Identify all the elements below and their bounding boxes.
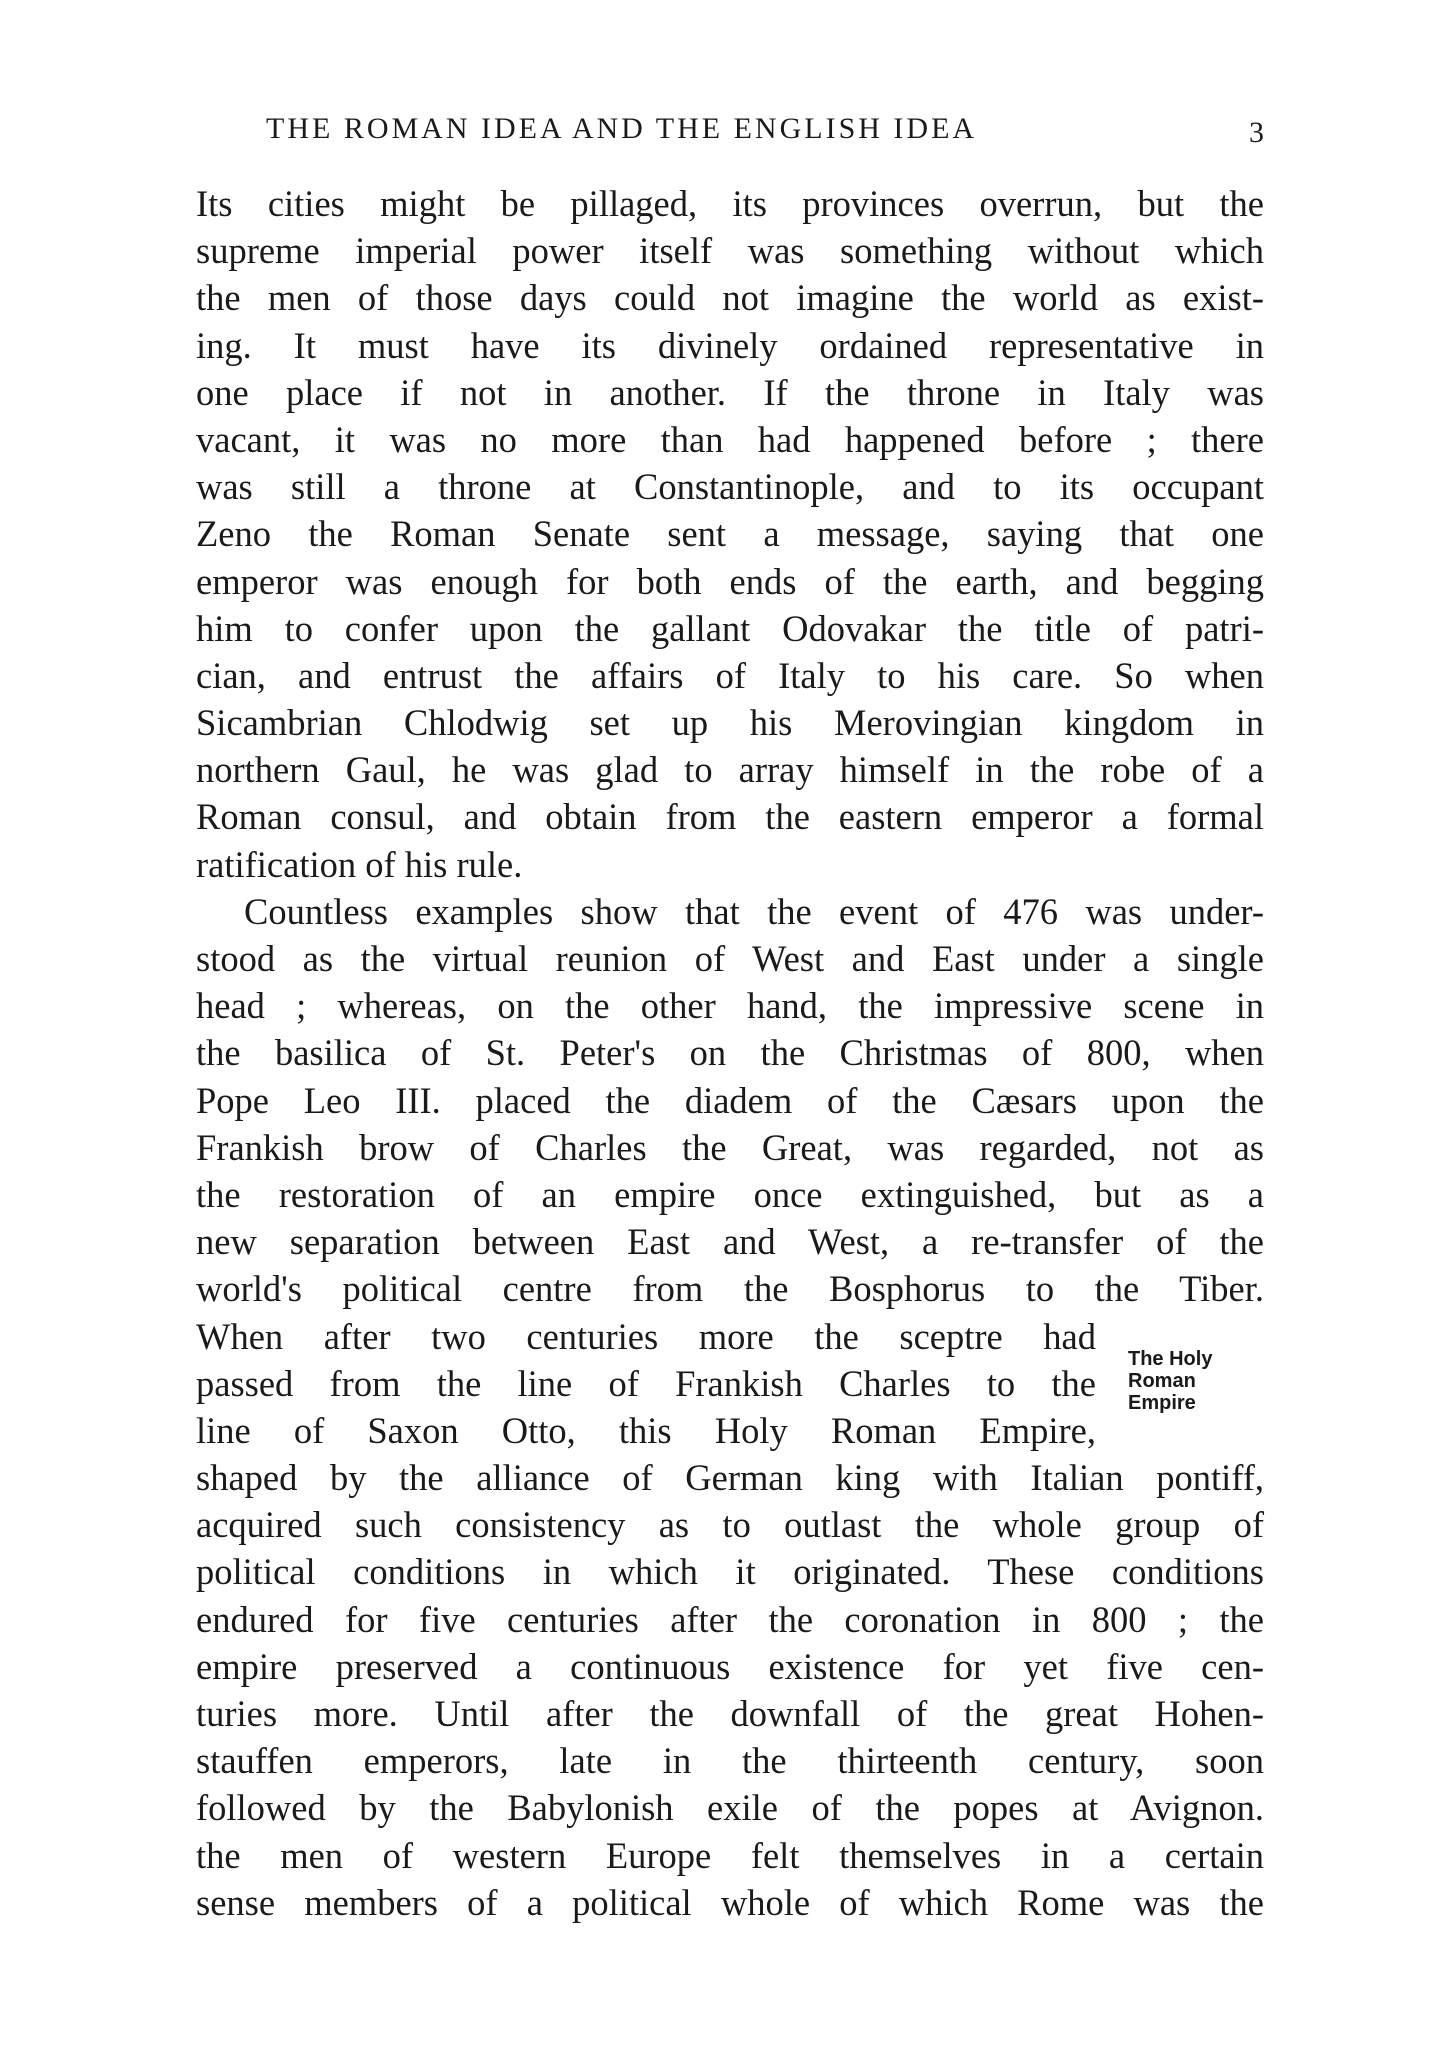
text-line: followed by the Babylonish exile of the popes at Avignon. [196,1787,1264,1829]
paragraph-first-line: Countless examples show that the event of 476 was under- [244,890,1264,932]
text-line: endured for five centuries after the coronation in 800 ; the [196,1598,1264,1640]
text-line: one place if not in another. If the throne in Italy was [196,371,1264,413]
text-line: cian, and entrust the affairs of Italy to his care. So when [196,654,1264,696]
text-line: the basilica of St. Peter's on the Christmas of 800, when [196,1032,1264,1074]
text-line: the men of those days could not imagine the world as exist- [196,277,1264,319]
text-line: world's political centre from the Bosphorus to the Tiber. [196,1268,1264,1310]
sidenote-line: Empire [1128,1392,1196,1414]
text-line: emperor was enough for both ends of the earth, and begging [196,560,1264,602]
text-line: vacant, it was no more than had happened before ; there [196,418,1264,460]
text-line: the restoration of an empire once extinguished, but as a [196,1173,1264,1215]
text-line: supreme imperial power itself was something without which [196,230,1264,272]
text-line: acquired such consistency as to outlast the whole group of [196,1504,1264,1546]
text-line: passed from the line of Frankish Charles to the [196,1362,1096,1404]
text-line: Its cities might be pillaged, its provinces overrun, but the [196,183,1264,224]
text-line: Zeno the Roman Senate sent a message, saying that one [196,513,1264,555]
text-line: ing. It must have its divinely ordained representative in [196,324,1264,366]
running-title: THE ROMAN IDEA AND THE ENGLISH IDEA [266,112,978,145]
text-line: When after two centuries more the sceptre had [196,1315,1096,1357]
text-line: head ; whereas, on the other hand, the impressive scene in [196,985,1264,1027]
text-line: shaped by the alliance of German king with Italian pontiff, [196,1457,1264,1499]
text-line: turies more. Until after the downfall of the great Hohen- [196,1693,1264,1734]
sidenote-line: The Holy [1128,1348,1213,1370]
text-line: northern Gaul, he was glad to array himself in the robe of a [196,749,1264,791]
text-line: stood as the virtual reunion of West and East under a single [196,938,1264,979]
running-head [196,112,1264,156]
text-line: him to confer upon the gallant Odovakar the title of patri- [196,607,1264,649]
text-line: ratification of his rule. [196,843,523,885]
text-line: sense members of a political whole of which Rome was the [196,1881,1264,1923]
text-line: the men of western Europe felt themselves in a certain [196,1834,1264,1876]
text-line: Sicambrian Chlodwig set up his Merovingian kingdom in [196,702,1264,744]
text-line: new separation between East and West, a re-transfer of the [196,1221,1264,1263]
text-line: line of Saxon Otto, this Holy Roman Empire, [196,1409,1096,1451]
text-line: stauffen emperors, late in the thirteenth century, soon [196,1740,1264,1782]
text-line: was still a throne at Constantinople, and to its occupant [196,466,1264,508]
text-line: political conditions in which it originated. These conditions [196,1551,1264,1593]
page-number: 3 [1249,116,1264,149]
text-line: Roman consul, and obtain from the eastern emperor a formal [196,796,1264,838]
body-text [196,180,1264,1926]
sidenote-line: Roman [1128,1370,1196,1392]
text-line: Pope Leo III. placed the diadem of the Cæsars upon the [196,1079,1264,1121]
margin-sidenote [1128,1348,1268,1414]
text-line: empire preserved a continuous existence for yet five cen- [196,1645,1264,1687]
text-line: Frankish brow of Charles the Great, was regarded, not as [196,1126,1264,1168]
